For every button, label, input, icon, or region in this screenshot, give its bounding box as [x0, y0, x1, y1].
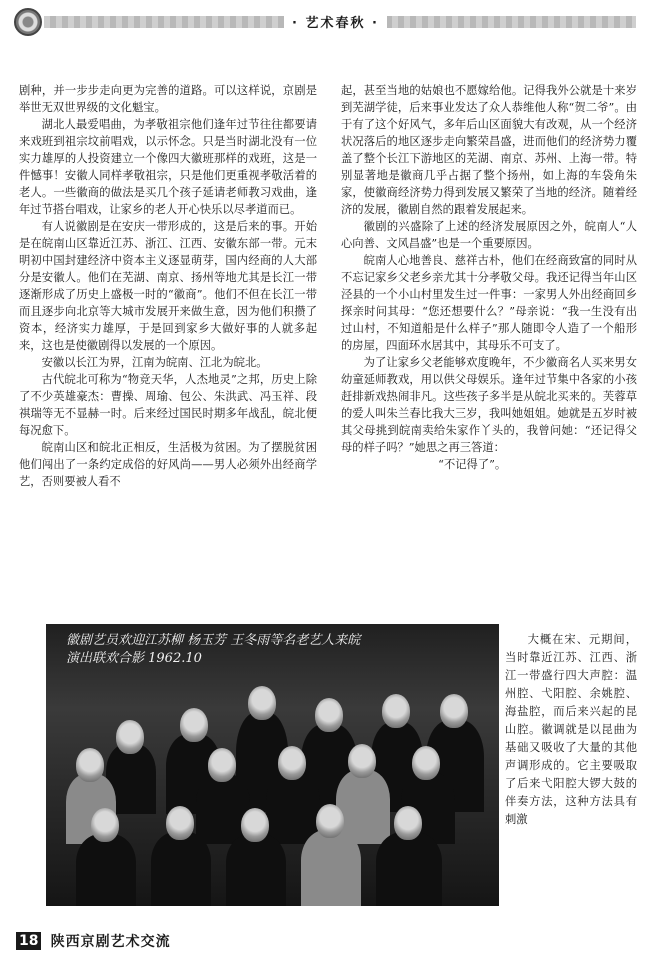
person-figure [116, 720, 144, 754]
person-figure [376, 832, 442, 906]
person-figure [208, 748, 236, 782]
person-figure [315, 698, 343, 732]
paragraph: 安徽以长江为界，江南为皖南、江北为皖北。 [41, 356, 268, 369]
left-column [19, 82, 317, 490]
person-figure [348, 744, 376, 778]
paragraph: 剧种，并一步步走向更为完善的道路。可以这样说，京剧是举世无双世界级的文化魁宝。 [19, 84, 317, 114]
paragraph: 有人说徽剧是在安庆一带形成的，这是后来的事。开始是在皖南山区靠近江苏、浙江、江西、安徽东部一带。元末明初中国封建经济中资本主义逐显萌芽，国内经商的人大部分是安徽人。他们在芜湖、南京、扬州等地尤其是长江一带逐渐形成了历史上盛极一时的“徽商”。他们不但在长江一带而且逐步向北京等大城市发展开来做生意，因为他们积攒了资本，经济实力雄厚，于是回到家乡大做好事的人就多起来，这也是使徽剧得以发展的一个原因。 [19, 220, 317, 352]
section-title: · 艺术春秋 · [284, 12, 387, 31]
wrap-paragraph [505, 631, 637, 829]
paragraph: 皖南人心地善良、慈祥古朴，他们在经商致富的同时从不忘记家乡父老乡亲尤其十分孝敬父母。我还记得当年山区泾县的一个小山村里发生过一件事：一家男人外出经商回乡探亲时问其母：“您还想要什么？”母亲说：“我一生没有出过山村，不知道船是什么样子”那人随即令人造了一个船形的房屋，四面环水居其中，其母乐不可支了。 [341, 254, 637, 352]
person-figure [180, 708, 208, 742]
person-figure [76, 834, 136, 906]
person-figure [151, 832, 211, 906]
paragraph: 湖北人最爱唱曲，为孝敬祖宗他们逢年过节往往都要请来戏班到祖宗坟前唱戏，以示怀念。只是当时湖北没有一位实力雄厚的人投资建立一个像四大徽班那样的戏班，这是一件憾事！安徽人同样孝敬祖宗，只是他们更重视孝敬活着的老人。一些徽商的做法是买几个孩子延请老师教习戏曲，逢年过节搭台唱戏，让家乡的老人开心快乐以尽孝道而已。 [19, 118, 317, 216]
paragraph: 皖南山区和皖北正相反，生活极为贫困。为了摆脱贫困他们闯出了一条约定成俗的好风尚——男人必须外出经商学艺，否则要被人看不 [19, 441, 317, 488]
person-figure [278, 746, 306, 780]
person-figure [226, 834, 286, 906]
person-figure [382, 694, 410, 728]
paragraph: 大概在宋、元期间，当时靠近江苏、江西、浙江一带盛行四大声腔：温州腔、弋阳腔、余姚腔、海盐腔，而后来兴起的昆山腔。徽调就是以昆曲为基础又吸收了大量的其他声调形成的。它主要吸取了后来弋阳腔大锣大鼓的伴奏方法，这种方法具有刺激 [505, 633, 637, 826]
person-figure [301, 830, 361, 906]
person-figure [248, 686, 276, 720]
person-figure [394, 806, 422, 840]
person-figure [76, 748, 104, 782]
person-figure [316, 804, 344, 838]
page-number: 18 [16, 932, 41, 950]
group-photo [46, 624, 499, 906]
paragraph-continuation: “不记得了”。 [438, 458, 507, 471]
paragraph: 起，甚至当地的姑娘也不愿嫁给他。记得我外公就是十来岁到芜湖学徒，后来事业发达了众人恭维他人称“贺二爷”。由于有了这个好风气，多年后山区面貌大有改观，从一个经济状况落后的地区逐步走向繁荣昌盛，进而他们的经济势力覆盖了整个长江下游地区的芜湖、南京、苏州、上海一带。特别显著地是徽商几乎占据了整个扬州，如上海的车袋角朱家，使徽商经济势力得到发展又繁荣了当地的经济。随着经济的发展，徽剧自然的跟着发展起来。 [341, 84, 637, 216]
photo-caption: 徽剧艺员欢迎江苏柳 杨玉芳 王冬雨等名老艺人来皖 演出联欢合影 1962.10 [66, 633, 361, 666]
person-figure [440, 694, 468, 728]
person-figure [91, 808, 119, 842]
person-figure [412, 746, 440, 780]
publication-name: 陕西京剧艺术交流 [50, 933, 171, 950]
paragraph: 古代皖北可称为“物竞天华，人杰地灵”之邦，历史上除了不少英雄豪杰：曹操、周瑜、包公、朱洪武、冯玉祥、段祺瑞等无不显赫一时。后来经过国民时期多年战乱，皖北便每况愈下。 [19, 373, 317, 437]
person-figure [241, 808, 269, 842]
page-header [14, 8, 636, 36]
paragraph: 徽剧的兴盛除了上述的经济发展原因之外，皖南人“人心向善、文风昌盛”也是一个重要原因。 [341, 220, 637, 250]
person-figure [166, 806, 194, 840]
paragraph: 为了让家乡父老能够欢度晚年，不少徽商名人买来男女幼童延师教戏，用以供父母娱乐。逢年过节集中各家的小孩赶排新戏热闹非凡。这些孩子多半是从皖北买来的。芙蓉草的爱人叫朱兰春比我大三岁，我叫她姐姐。她就是五岁时被其父母挑到皖南卖给朱家作丫头的，我曾问她：“还记得父母的样子吗？”她思之再三答道： [341, 356, 637, 454]
page-footer [16, 930, 171, 952]
masthead-logo-icon [14, 8, 42, 36]
right-column [341, 82, 637, 473]
